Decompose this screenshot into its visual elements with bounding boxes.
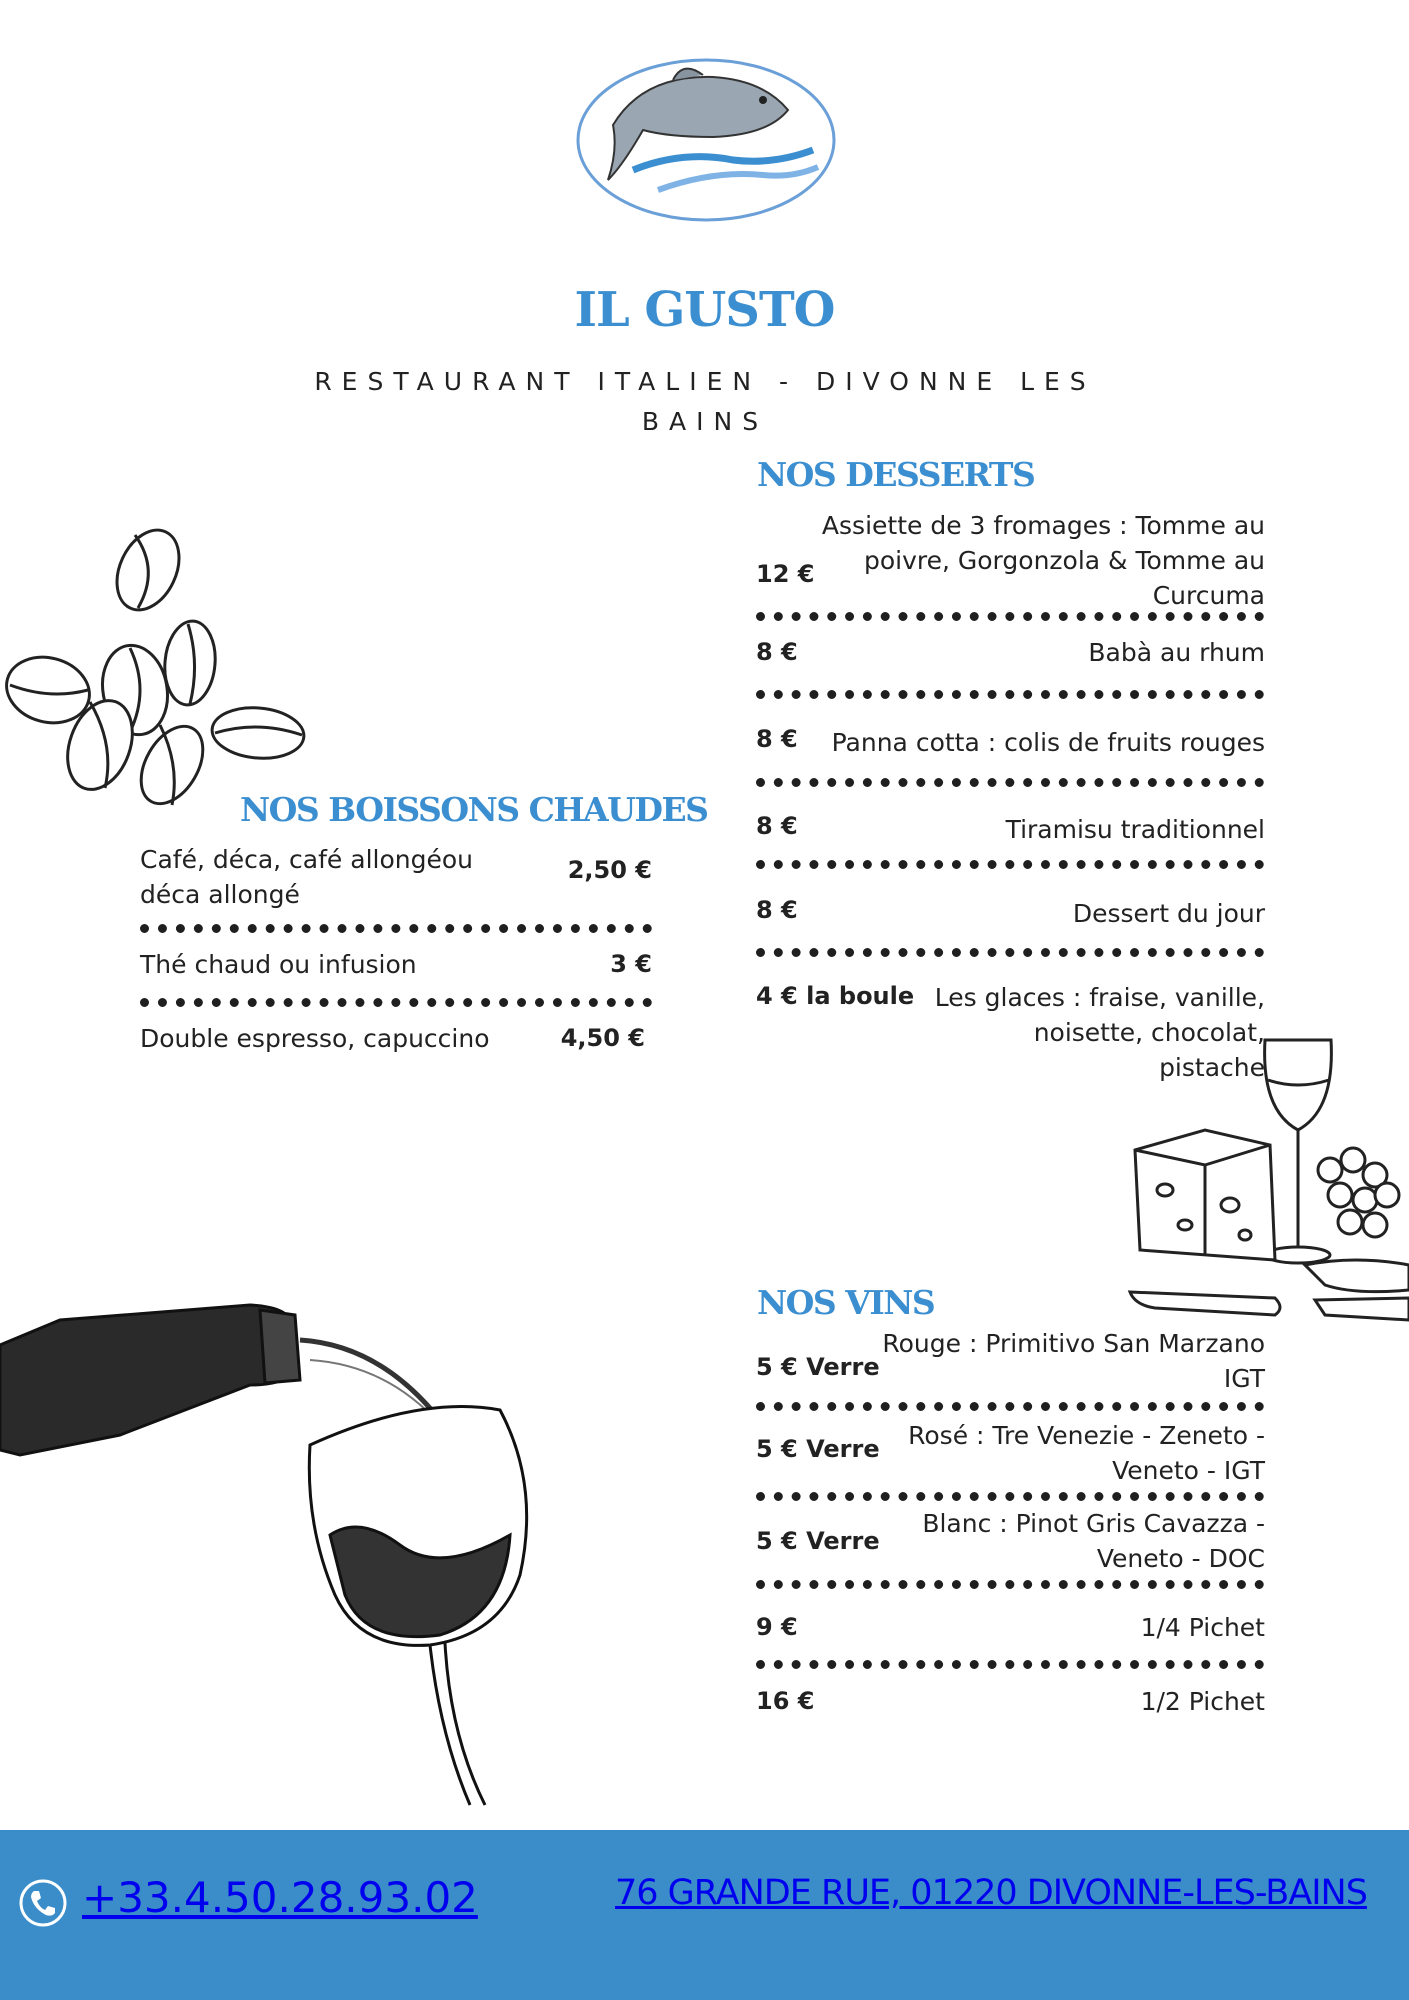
- dessert-item-label: Les glaces : fraise, vanille, noisette, chocolat, pistache: [934, 983, 1265, 1082]
- vin-item-label: 1/2 Pichet: [1140, 1687, 1265, 1716]
- dessert-item-price: 8 €: [756, 896, 798, 924]
- vin-item-price: 9 €: [756, 1613, 798, 1641]
- fish-logo-icon: [573, 55, 839, 225]
- boisson-item-price: 3 €: [610, 950, 652, 978]
- divider: [756, 1492, 1264, 1501]
- divider: [756, 1580, 1264, 1589]
- dessert-item-price: 12 €: [756, 560, 815, 588]
- address-link[interactable]: 76 GRANDE RUE, 01220 DIVONNE-LES-BAINS: [615, 1873, 1367, 1913]
- wine-pour-illustration: [0, 1285, 560, 1830]
- divider: [756, 690, 1264, 699]
- divider: [140, 924, 652, 933]
- boisson-item-label: Thé chaud ou infusion: [140, 950, 417, 979]
- divider: [756, 612, 1264, 621]
- vin-item-label: Rouge : Primitivo San Marzano IGT: [882, 1329, 1265, 1393]
- vin-item-label: 1/4 Pichet: [1140, 1613, 1265, 1642]
- vin-item-price: 5 € Verre: [756, 1353, 880, 1381]
- divider: [756, 860, 1264, 869]
- boisson-item-price: 2,50 €: [567, 856, 652, 884]
- phone-icon[interactable]: [18, 1878, 68, 1928]
- coffee-beans-illustration: [0, 520, 320, 820]
- dessert-item-price: 8 €: [756, 725, 798, 753]
- cheese-wine-illustration: [1125, 1030, 1409, 1330]
- restaurant-title: IL GUSTO: [574, 282, 835, 338]
- dessert-item-label: Panna cotta : colis de fruits rouges: [831, 728, 1265, 757]
- dessert-item-label: Tiramisu traditionnel: [1005, 815, 1265, 844]
- dessert-item-label: Dessert du jour: [1072, 899, 1265, 928]
- boisson-item-price: 4,50 €: [560, 1024, 645, 1052]
- dessert-item-price: 4 € la boule: [756, 982, 915, 1010]
- divider: [756, 1402, 1264, 1411]
- divider: [756, 1660, 1264, 1669]
- boisson-item-label: Double espresso, capuccino: [140, 1024, 490, 1053]
- section-title-boissons: NOS BOISSONS CHAUDES: [240, 790, 708, 829]
- vin-item-price: 5 € Verre: [756, 1435, 880, 1463]
- section-title-vins: NOS VINS: [757, 1283, 935, 1322]
- dessert-item-price: 8 €: [756, 638, 798, 666]
- vin-item-label: Blanc : Pinot Gris Cavazza - Veneto - DOC: [922, 1509, 1265, 1573]
- dessert-item-label: Assiette de 3 fromages : Tomme au poivre, Gorgonzola & Tomme au Curcuma: [821, 511, 1265, 610]
- vin-item-price: 16 €: [756, 1687, 815, 1715]
- phone-link[interactable]: +33.4.50.28.93.02: [82, 1873, 478, 1922]
- dessert-item-label: Babà au rhum: [1088, 638, 1265, 667]
- divider: [756, 778, 1264, 787]
- boisson-item-label: Café, déca, café allongéou déca allongé: [140, 845, 473, 909]
- divider: [756, 948, 1264, 957]
- dessert-item-price: 8 €: [756, 812, 798, 840]
- vin-item-label: Rosé : Tre Venezie - Zeneto - Veneto - IGT: [908, 1421, 1265, 1485]
- vin-item-price: 5 € Verre: [756, 1527, 880, 1555]
- section-title-desserts: NOS DESSERTS: [757, 455, 1035, 494]
- divider: [140, 998, 652, 1007]
- restaurant-subtitle: RESTAURANT ITALIEN - DIVONNE LES BAINS: [314, 367, 1096, 436]
